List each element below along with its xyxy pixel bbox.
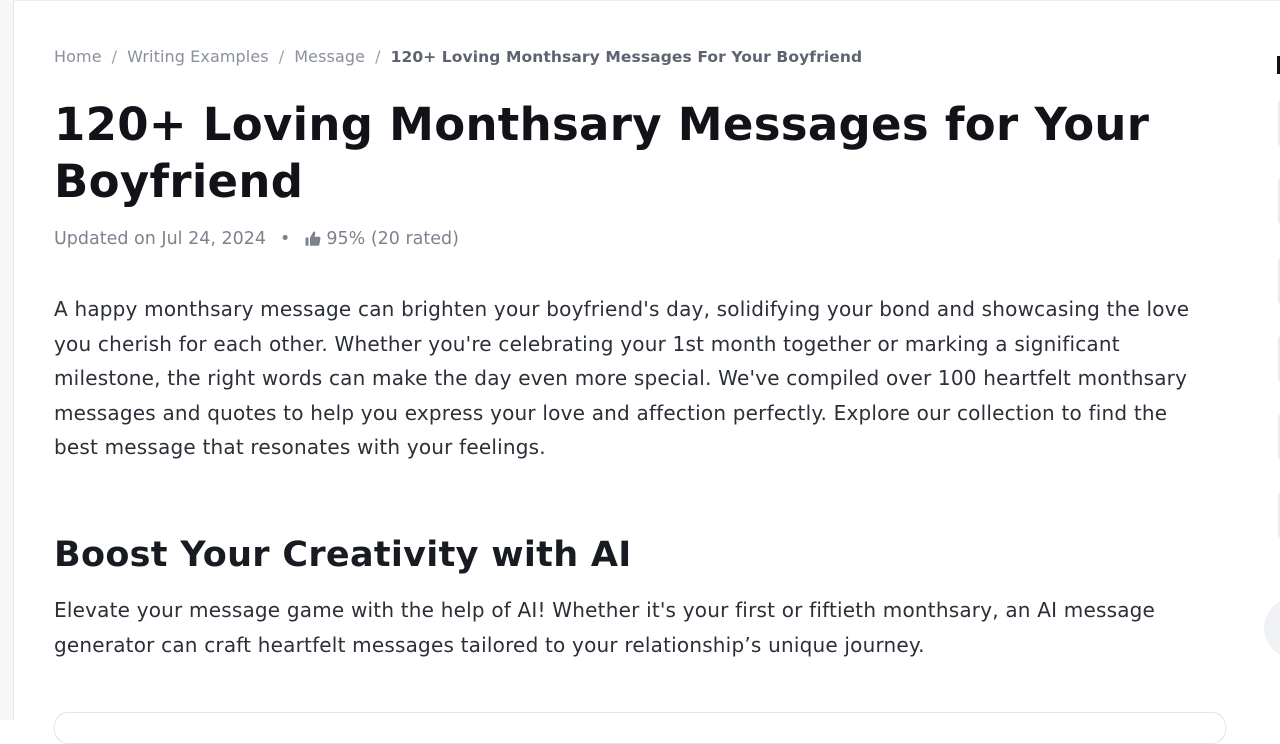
floating-action-button[interactable]: [1264, 598, 1280, 658]
breadcrumb-link-writing-examples[interactable]: Writing Examples: [127, 47, 269, 66]
left-rail: [0, 0, 14, 720]
intro-paragraph: A happy monthsary message can brighten your boyfriend's day, solidifying your bond and showcasing the love you cherish for each other. Whether you're celebrating your 1st month together or marking a significant milestone, the right words can make the day even more special. We've compiled over 100 heartfelt monthsary messages and quotes to help you express your love and affection perfectly. Explore our collection to find the best message that resonates with your feelings.: [54, 297, 1190, 460]
breadcrumb-separator: /: [278, 47, 285, 66]
breadcrumb: [54, 47, 862, 66]
section-heading: Boost Your Creativity with AI: [54, 535, 632, 575]
section-paragraph: Elevate your message game with the help of AI! Whether it's your first or fiftieth monthsary, an AI message generator can craft heartfelt messages tailored to your relationship’s unique journey.: [54, 598, 1156, 657]
breadcrumb-separator: /: [111, 47, 118, 66]
breadcrumb-separator: /: [375, 47, 381, 66]
updated-date: Updated on Jul 24, 2024: [54, 229, 267, 249]
ai-generator-card: [54, 712, 1226, 744]
rating-text: 95% (20 rated): [326, 229, 459, 249]
top-divider: [13, 0, 1280, 1]
thumbs-up-icon[interactable]: [304, 230, 322, 248]
page-title: 120+ Loving Monthsary Messages for Your Boyfriend: [54, 98, 1150, 208]
meta-separator: •: [280, 229, 291, 249]
breadcrumb-link-home[interactable]: Home: [54, 47, 102, 66]
breadcrumb-link-message[interactable]: Message: [294, 47, 366, 66]
article-meta: [54, 229, 459, 249]
breadcrumb-current: 120+ Loving Monthsary Messages For Your Boyfriend: [390, 48, 863, 66]
